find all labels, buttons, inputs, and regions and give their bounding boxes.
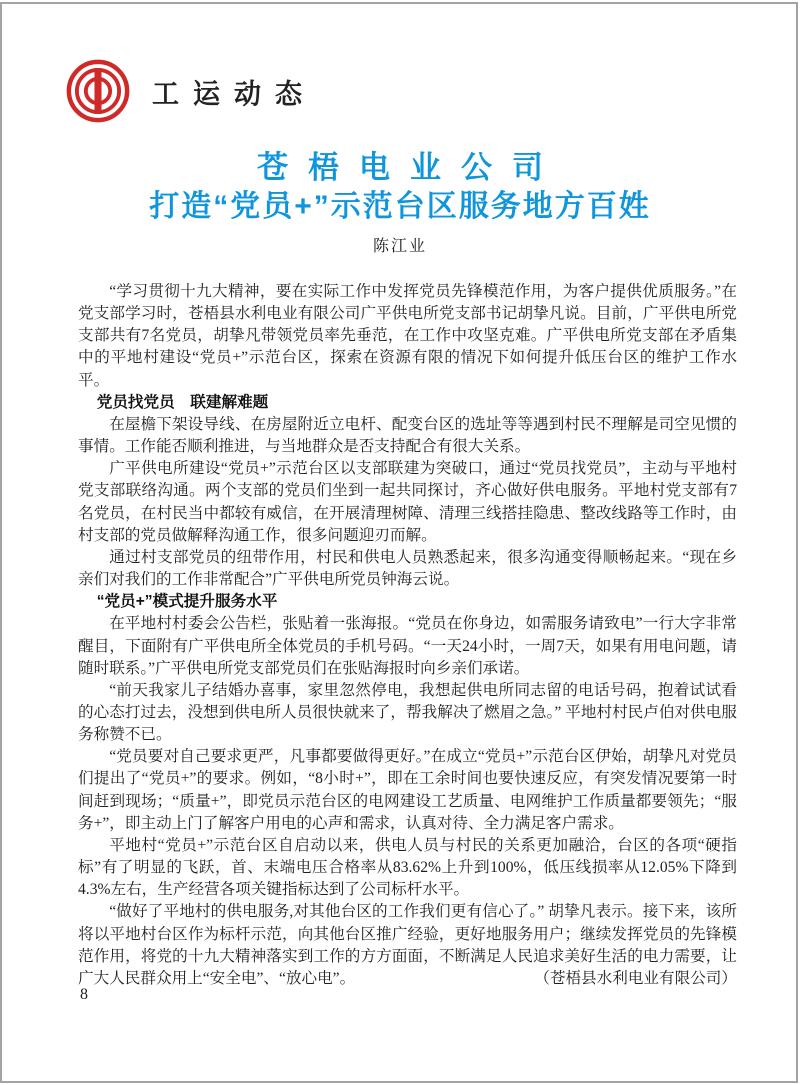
article-title-line1: 苍梧电业公司	[257, 150, 563, 185]
masthead-title: 工运动态	[152, 78, 316, 110]
article-paragraph: 通过村支部党员的纽带作用，村民和供电人员熟悉起来，很多沟通变得顺畅起来。“现在乡亲们对我们的工作非常配合”广平供电所党员钟海云说。	[78, 548, 737, 589]
article-paragraph: 在平地村村委会公告栏，张贴着一张海报。“党员在你身边，如需服务请致电”一行大字非常醒目，下面附有广平供电所全体党员的手机号码。“一天24小时，一周7天，如果有用电问题，请随时联系。”广平供电所党支部党员们在张贴海报时向乡亲们承诺。	[78, 615, 737, 677]
article-title-line2: 打造“党员+”示范台区服务地方百姓	[149, 190, 651, 223]
page-number: 8	[80, 986, 88, 1003]
article-paragraph: “党员要对自己要求更严，凡事都要做得更好。”在成立“党员+”示范台区伊始，胡挚凡对党员们提出了“党员+”的要求。例如，“8小时+”，即在工余时间也要快速反应，有突发情况要第一时间赶到现场；“质量+”，即党员示范台区的电网建设工艺质量、电网维护工作质量都要领先；“服务+”，即主动上门了解客户用电的心声和需求，认真对待、全力满足客户需求。	[78, 748, 737, 832]
article-paragraph: “学习贯彻十九大精神，要在实际工作中发挥党员先锋模范作用，为客户提供优质服务。”在党支部学习时，苍梧县水利电业有限公司广平供电所党支部书记胡挚凡说。目前，广平供电所党支部共有7名党员，胡挚凡带领党员率先垂范，在工作中攻坚克难。广平供电所党支部在矛盾集中的平地村建设“党员+”示范台区，探索在资源有限的情况下如何提升低压台区的维护工作水平。	[78, 283, 737, 389]
article-paragraph: 平地村“党员+”示范台区自启动以来，供电人员与村民的关系更加融洽，台区的各项“硬指标”有了明显的飞跃，首、末端电压合格率从83.62%上升到100%，低压线损率从12.05%下降到4.3%左右，生产经营各项关键指标达到了公司标杆水平。	[78, 836, 737, 899]
section-heading: 党员找党员 联建解难题	[96, 393, 269, 411]
masthead	[66, 58, 316, 124]
article-body	[78, 281, 737, 990]
article-author: 陈江业	[372, 238, 427, 255]
section-heading: “党员+”模式提升服务水平	[96, 593, 278, 611]
article-paragraph: “做好了平地村的供电服务,对其他台区的工作我们更有信心了。” 胡挚凡表示。接下来，该所将以平地村台区作为标杆示范，向其他台区推广经验，更好地服务用户；继续发挥党员的先锋模范作用，将党的十九大精神落实到工作的方方面面，不断满足人民追求美好生活的电力需要，让广大人民群众用上“安全电”、“放心电”。	[78, 903, 737, 987]
article-paragraph: “前天我家儿子结婚办喜事，家里忽然停电，我想起供电所同志留的电话号码，抱着试试看的心态打过去，没想到供电所人员很快就来了，帮我解决了燃眉之急。” 平地村村民卢伯对供电服务称赞不已。	[78, 681, 737, 744]
article-paragraph: 在屋檐下架设导线、在房屋附近立电杆、配变台区的选址等等遇到村民不理解是司空见惯的事情。工作能否顺利推进，与当地群众是否支持配合有很大关系。	[78, 415, 737, 456]
article-attribution: （苍梧县水利电业有限公司）	[534, 969, 737, 987]
article-paragraph: 广平供电所建设“党员+”示范台区以支部联建为突破口，通过“党员找党员”，主动与平地村党支部联络沟通。两个支部的党员们坐到一起共同探讨，齐心做好供电服务。平地村党支部有7名党员，在村民当中都较有威信，在开展清理树障、清理三线搭挂隐患、整改线路等工作时，由村支部的党员做解释沟通工作，很多问题迎刃而解。	[78, 460, 737, 544]
trade-union-emblem-icon	[66, 59, 130, 123]
